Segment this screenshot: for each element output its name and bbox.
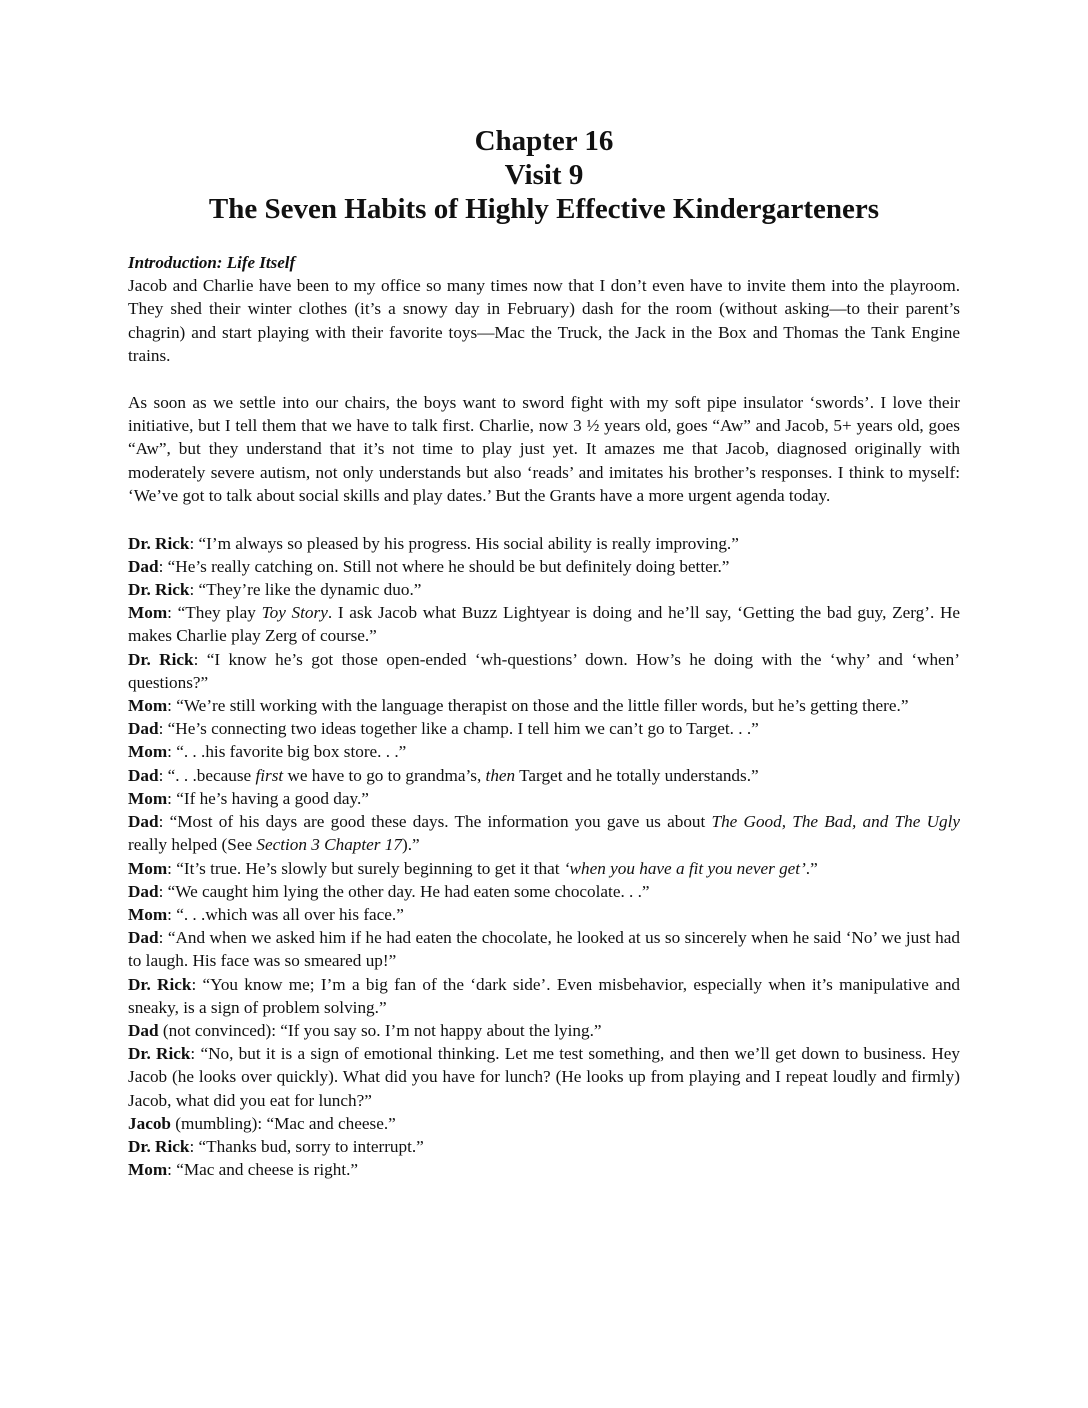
speaker-name: Dad [128, 765, 159, 785]
dialogue-text: : “And when we asked him if he had eaten the chocolate, he looked at us so sincerely when he said ‘No’ we just had to laugh. His face was so smeared up!” [128, 928, 960, 971]
speaker-name: Dr. Rick [128, 580, 190, 600]
dialogue-text: : “If he’s having a good day.” [167, 788, 369, 808]
dialogue-text: : “. . .which was all over his face.” [167, 904, 404, 924]
emphasis-text: first [255, 765, 284, 785]
dialogue-text: (mumbling): “Mac and cheese.” [170, 1113, 396, 1133]
dialogue-line [128, 973, 960, 1019]
title-reference: Toy Story [261, 603, 328, 623]
speaker-name: Dr. Rick [128, 533, 190, 553]
emphasis-text: then [485, 765, 516, 785]
dialogue-text: : “I’m always so pleased by his progress. His social ability is really improving.” [189, 533, 739, 553]
dialogue-line [128, 1042, 960, 1112]
speaker-name: Jacob [128, 1113, 171, 1133]
dialogue-text: : “He’s really catching on. Still not where he should be but definitely doing better.” [158, 556, 730, 576]
dialogue-line [128, 1112, 960, 1135]
speaker-name: Dr. Rick [128, 1136, 190, 1156]
dialogue-line [128, 532, 960, 555]
speaker-name: Mom [128, 696, 168, 716]
dialogue-line [128, 717, 960, 740]
speaker-name: Dr. Rick [128, 974, 192, 994]
dialogue-line [128, 648, 960, 694]
dialogue-text: : “They play [167, 603, 262, 623]
dialogue-line [128, 903, 960, 926]
dialogue-transcript [128, 532, 960, 1182]
dialogue-line [128, 857, 960, 880]
cross-reference: Section 3 Chapter 17 [256, 835, 402, 855]
speaker-name: Mom [128, 742, 168, 762]
dialogue-line [128, 810, 960, 856]
dialogue-text: (not convinced): “If you say so. I’m not happy about the lying.” [158, 1020, 602, 1040]
dialogue-text: . I ask Jacob what Buzz Lightyear is doing and he’ll say, ‘Getting the bad guy, Zerg’. He makes Charlie play Zerg of course.” [128, 603, 961, 646]
speaker-name: Dr. Rick [128, 649, 194, 669]
chapter-number: Chapter 16 [474, 125, 614, 157]
document-page [128, 124, 960, 1181]
dialogue-line [128, 880, 960, 903]
dialogue-line [128, 694, 960, 717]
chapter-title: The Seven Habits of Highly Effective Kindergarteners [208, 193, 880, 225]
dialogue-text: : “It’s true. He’s slowly but surely beginning to get it that [167, 858, 564, 878]
speaker-name: Dad [128, 719, 159, 739]
dialogue-text: Target and he totally understands.” [515, 765, 759, 785]
dialogue-line [128, 555, 960, 578]
speaker-name: Dad [128, 1020, 159, 1040]
dialogue-line [128, 787, 960, 810]
dialogue-text: : “Thanks bud, sorry to interrupt.” [189, 1136, 424, 1156]
speaker-name: Dad [128, 812, 159, 832]
emphasis-text: ‘when you have a fit you never get’ [563, 858, 806, 878]
dialogue-text: : “I know he’s got those open-ended ‘wh-questions’ down. How’s he doing with the ‘why’ and ‘when’ questions?” [128, 649, 960, 692]
section-heading: Introduction: Life Itself [128, 253, 296, 272]
dialogue-text: : “. . .his favorite big box store. . .” [167, 742, 407, 762]
dialogue-line [128, 1135, 960, 1158]
dialogue-text: : “We caught him lying the other day. He had eaten some chocolate. . .” [158, 881, 650, 901]
dialogue-text: really helped (See [128, 835, 257, 855]
dialogue-line [128, 926, 960, 972]
dialogue-text: : “They’re like the dynamic duo.” [189, 580, 422, 600]
dialogue-line [128, 1158, 960, 1181]
speaker-name: Dad [128, 928, 159, 948]
dialogue-text: : “No, but it is a sign of emotional thinking. Let me test something, and then we’ll get down to business. Hey Jacob (he looks over quickly). What did you have for lunch? (He looks up from playing and I repeat loudly and firmly) Jacob, what did you eat for lunch?” [128, 1044, 961, 1110]
dialogue-text: : “Most of his days are good these days. The information you gave us about [158, 812, 712, 832]
speaker-name: Dad [128, 556, 159, 576]
intro-paragraph: Jacob and Charlie have been to my office so many times now that I don’t even have to invite them into the playroom. They shed their winter clothes (it’s a snowy day in February) dash for the room (without asking—to their parent’s chagrin) and start playing with their favorite toys—Mac the Truck, the Jack in the Box and Thomas the Tank Engine trains. [128, 276, 960, 366]
visit-number: Visit 9 [504, 159, 584, 191]
dialogue-text: : “Mac and cheese is right.” [167, 1160, 359, 1180]
dialogue-text: .” [805, 858, 818, 878]
dialogue-text: : “He’s connecting two ideas together like a champ. I tell him we can’t go to Target. . .” [158, 719, 759, 739]
speaker-name: Mom [128, 1160, 168, 1180]
dialogue-line [128, 601, 960, 647]
dialogue-text: : “You know me; I’m a big fan of the ‘dark side’. Even misbehavior, especially when it’s manipulative and sneaky, is a sign of problem solving.” [128, 974, 961, 1017]
title-reference: The Good, The Bad, and The Ugly [711, 812, 960, 832]
dialogue-text: ).” [401, 835, 420, 855]
dialogue-line [128, 740, 960, 763]
speaker-name: Mom [128, 788, 168, 808]
dialogue-line [128, 764, 960, 787]
speaker-name: Mom [128, 603, 168, 623]
intro-paragraph: As soon as we settle into our chairs, the boys want to sword fight with my soft pipe insulator ‘swords’. I love their initiative, but I tell them that we have to talk first. Charlie, now 3 ½ years old, goes “Aw” and Jacob, 5+ years old, goes “Aw”, but they understand that it’s not time to play just yet. It amazes me that Jacob, diagnosed originally with moderately severe autism, not only understands but also ‘reads’ and imitates his brother’s responses. I think to myself: ‘We’ve got to talk about social skills and play dates.’ But the Grants have a more urgent agenda today. [128, 392, 960, 506]
dialogue-text: : “. . .because [158, 765, 256, 785]
dialogue-text: : “We’re still working with the language therapist on those and the little filler words, but he’s getting there.” [167, 696, 909, 716]
dialogue-text: we have to go to grandma’s, [283, 765, 486, 785]
speaker-name: Dad [128, 881, 159, 901]
speaker-name: Dr. Rick [128, 1044, 191, 1064]
speaker-name: Mom [128, 858, 168, 878]
speaker-name: Mom [128, 904, 168, 924]
dialogue-line [128, 1019, 960, 1042]
dialogue-line [128, 578, 960, 601]
